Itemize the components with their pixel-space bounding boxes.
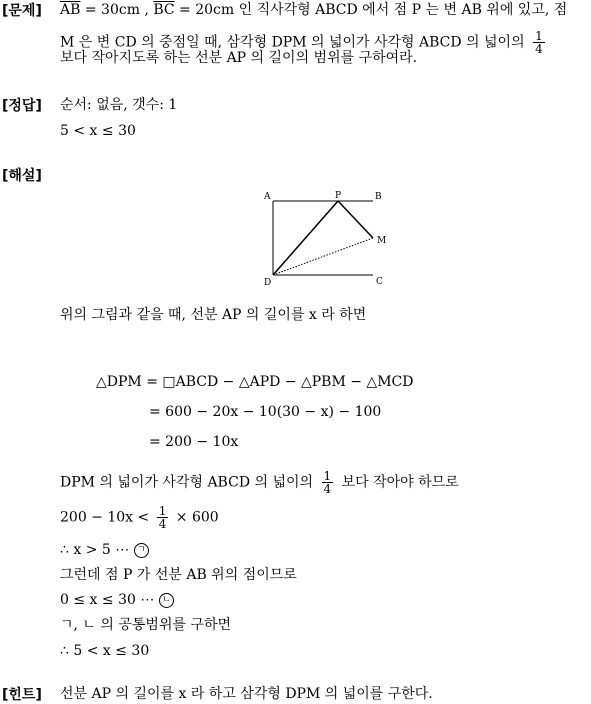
segment-ab: $\overline{AB}$ <box>60 2 81 18</box>
solution-intro: 위의 그림과 같을 때, 선분 AP 의 길이를 x 라 하면 <box>60 307 367 323</box>
hint-label: [힌트] <box>2 687 42 703</box>
answer-line-2: 5 < x ≤ 30 <box>60 123 136 139</box>
problem-line-2: M 은 변 CD 의 중점일 때, 삼각형 DPM 의 넓이가 사각형 ABCD 의 넓이의 $\frac{1}{4}$ <box>60 29 543 56</box>
fraction-one-quarter: $\frac{1}{4}$ <box>158 504 167 531</box>
equation-line-2: = 600 − 20x − 10(30 − x) − 100 <box>149 404 382 420</box>
rectangle-figure <box>258 186 398 290</box>
fraction-one-quarter: $\frac{1}{4}$ <box>323 469 332 496</box>
point-a-label: A <box>264 192 271 202</box>
solution-text-1: DPM 의 넓이가 사각형 ABCD 의 넓이의 $\frac{1}{4}$ 보다 작아야 하므로 <box>60 469 459 496</box>
circled-label-2: ㄴ <box>159 593 174 608</box>
problem-label: [문제] <box>2 3 42 19</box>
point-b-label: B <box>375 192 382 202</box>
inequality-1: 200 − 10x < $\frac{1}{4}$ × 600 <box>60 504 219 531</box>
point-c-label: C <box>376 277 383 287</box>
hint-text: 선분 AP 의 길이를 x 라 하고 삼각형 DPM 의 넓이를 구한다. <box>60 686 433 702</box>
solution-text-3: ㄱ, ㄴ 의 공통범위를 구하면 <box>60 617 232 633</box>
answer-label: [정답] <box>2 98 42 114</box>
problem-line-3: 보다 작아지도록 하는 선분 AP 의 길이의 범위를 구하여라. <box>60 50 418 66</box>
answer-line-1: 순서: 없음, 갯수: 1 <box>60 97 178 113</box>
fraction-one-quarter: $\frac{1}{4}$ <box>535 29 543 56</box>
inequality-2: 0 ≤ x ≤ 30 ⋯ ㄴ <box>60 590 174 610</box>
point-d-label: D <box>264 278 272 288</box>
point-m-label: M <box>377 236 387 246</box>
equation-line-1: △DPM = □ABCD − △APD − △PBM − △MCD <box>96 374 414 390</box>
problem-line-1: $\overline{AB} = 30cm$ , $\overline{BC} = 20cm$ 인 직사각형 ABCD 에서 점 P 는 변 AB 위에 있고, 점 <box>60 2 568 18</box>
therefore-line-2: ∴ 5 < x ≤ 30 <box>60 643 150 659</box>
segment-dp <box>273 201 338 275</box>
segment-bc: $\overline{BC}$ <box>153 2 175 18</box>
therefore-line-1: ∴ x > 5 ⋯ ㄱ <box>60 540 149 560</box>
segment-pm <box>338 201 373 238</box>
segment-dm <box>273 238 373 275</box>
solution-label: [해설] <box>2 168 42 184</box>
solution-text-2: 그런데 점 P 가 선분 AB 위의 점이므로 <box>60 567 297 583</box>
circled-label-1: ㄱ <box>134 543 149 558</box>
equation-line-3: = 200 − 10x <box>149 434 239 450</box>
point-p-label: P <box>335 191 342 201</box>
